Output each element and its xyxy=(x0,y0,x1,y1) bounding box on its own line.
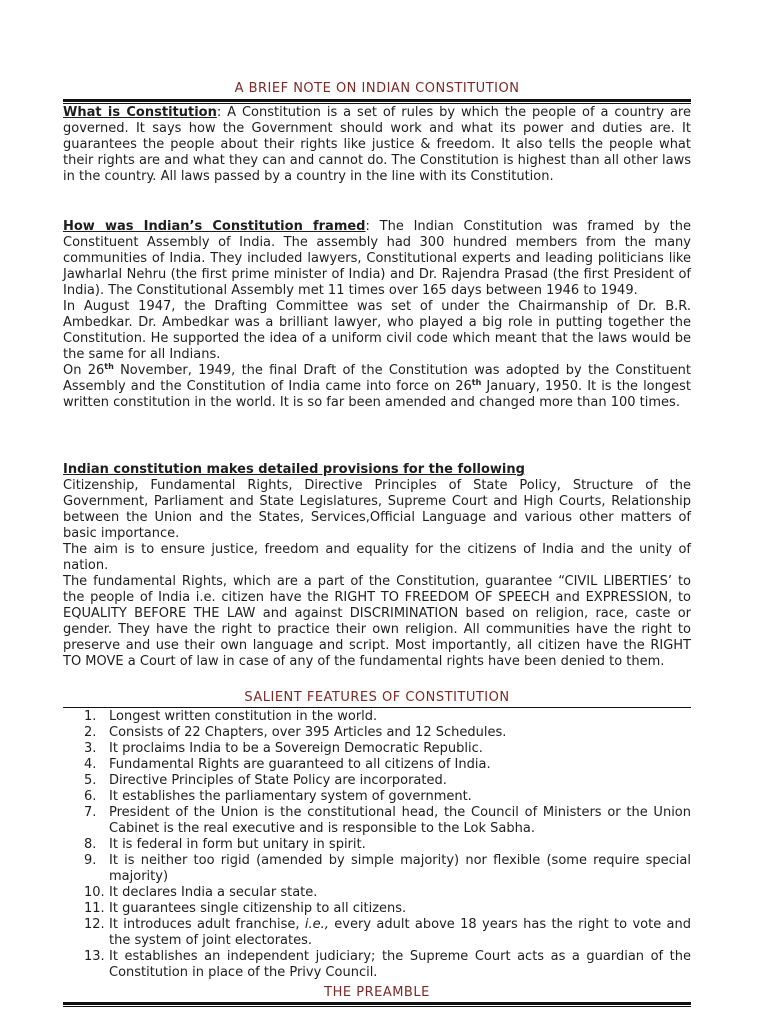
salient-features-list xyxy=(63,709,691,981)
provisions-heading: Indian constitution makes detailed provisions for the following xyxy=(63,462,525,477)
adoption-paragraph: On 26th November, 1949, the final Draft of the Constitution was adopted by the Constituent Assembly and the Constitution of India came into force on 26th January, 1950. It is the longest written constitution in the world. It is so far been amended and changed more than 100 times. xyxy=(63,362,691,410)
what-is-constitution-section xyxy=(63,105,691,185)
salient-divider xyxy=(63,707,691,708)
list-item: 2. Consists of 22 Chapters, over 395 Articles and 12 Schedules. xyxy=(84,725,507,740)
how-framed-section xyxy=(63,219,691,411)
preamble-title: THE PREAMBLE xyxy=(324,985,430,1000)
how-framed-heading: How was Indian’s Constitution framed xyxy=(63,219,366,234)
list-item: 10. It declares India a secular state. xyxy=(84,885,318,900)
what-is-constitution-text: : A Constitution is a set of rules by which the people of a country are governed. It says how the Government should work and what its power and duties are. It guarantees the people about their rights like justice & freedom. It also tells the people what their rights are and what they can and cannot do. The Constitution is highest than all other laws in the country. All laws passed by a country in the line with its Constitution. xyxy=(63,105,691,184)
list-item: 1. Longest written constitution in the world. xyxy=(84,709,378,724)
list-item: 12. It introduces adult franchise, i.e., every adult above 18 years has the right to vote and the system of joint electorates. xyxy=(84,917,692,948)
document-title: A BRIEF NOTE ON INDIAN CONSTITUTION xyxy=(234,81,520,96)
list-item: 13. It establishes an independent judiciary; the Supreme Court acts as a guardian of the Constitution in place of the Privy Council. xyxy=(84,949,691,980)
provisions-paragraph: Citizenship, Fundamental Rights, Directive Principles of State Policy, Structure of the Government, Parliament and State Legislatures, Supreme Court and High Courts, Relationship between the Union and the States, Services,Official Language and various other matters of basic importance. xyxy=(63,478,691,541)
fundamental-rights-paragraph: The fundamental Rights, which are a part of the Constitution, guarantee “CIVIL LIBERTIES’ to the people of India i.e. citizen have the RIGHT TO FREEDOM OF SPEECH and EXPRESSION, to EQUALITY BEFORE THE LAW and against DISCRIMINATION based on religion, race, caste or gender. They have the right to practice their own religion. All communities have the right to preserve and use their own language and script. Most importantly, all citizen have the RIGHT TO MOVE a Court of law in case of any of the fundamental rights have been denied to them. xyxy=(63,574,691,669)
drafting-committee-paragraph: In August 1947, the Drafting Committee was set of under the Chairmanship of Dr. B.R. Ambedkar. Dr. Ambedkar was a brilliant lawyer, who played a big role in putting together the Constitution. He supported the idea of a uniform civil code which meant that the laws would be the same for all Indians. xyxy=(63,299,691,362)
list-item: 4. Fundamental Rights are guaranteed to all citizens of India. xyxy=(84,757,491,772)
title-divider-thin xyxy=(63,103,691,104)
list-item: 6. It establishes the parliamentary system of government. xyxy=(84,789,472,804)
title-divider xyxy=(63,99,691,102)
list-item: 3. It proclaims India to be a Sovereign Democratic Republic. xyxy=(84,741,483,756)
list-item: 11. It guarantees single citizenship to all citizens. xyxy=(84,901,407,916)
aim-paragraph: The aim is to ensure justice, freedom and equality for the citizens of India and the unity of nation. xyxy=(63,542,691,573)
list-item: 7. President of the Union is the constitutional head, the Council of Ministers or the Union Cabinet is the real executive and is responsible to the Lok Sabha. xyxy=(84,805,691,836)
preamble-divider xyxy=(63,1002,691,1005)
list-item: 8. It is federal in form but unitary in spirit. xyxy=(84,837,366,852)
list-item: 9. It is neither too rigid (amended by simple majority) nor flexible (some require special majority) xyxy=(84,853,691,884)
how-framed-text: : The Indian Constitution was framed by the Constituent Assembly of India. The assembly had 300 hundred members from the many communities of India. They included lawyers, Constitutional experts and leading politicians like Jawharlal Nehru (the first prime minister of India) and Dr. Rajendra Prasad (the first President of India). The Constitutional Assembly met 11 times over 165 days between 1946 to 1949. xyxy=(63,219,691,298)
what-is-constitution-heading: What is Constitution xyxy=(63,105,217,120)
salient-features-title: SALIENT FEATURES OF CONSTITUTION xyxy=(244,690,510,705)
provisions-section xyxy=(63,462,691,670)
list-item: 5. Directive Principles of State Policy are incorporated. xyxy=(84,773,447,788)
preamble-divider-thin xyxy=(63,1006,691,1007)
